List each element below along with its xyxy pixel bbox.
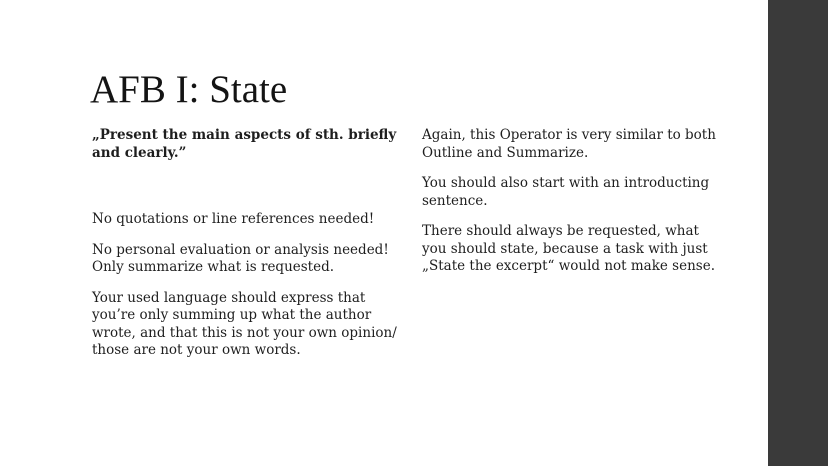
side-panel [768, 0, 828, 466]
left-paragraph-2: No personal evaluation or analysis needed! Only summarize what is requested. [92, 241, 389, 275]
definition-quote: „Present the main aspects of sth. briefly and clearly.” [92, 127, 397, 161]
left-paragraph-1: No quotations or line references needed! [92, 211, 375, 227]
right-paragraph-1: Again, this Operator is very similar to both Outline and Summarize. [422, 127, 716, 161]
left-column [92, 127, 397, 373]
right-paragraph-2: You should also start with an introducting sentence. [422, 175, 710, 209]
right-column [422, 127, 722, 289]
right-paragraph-3: There should always be requested, what you should state, because a task with just „State the excerpt“ would not make sense. [422, 223, 715, 274]
slide-title: AFB I: State [90, 68, 288, 111]
left-paragraph-3: Your used language should express that you’re only summing up what the author wrote, and that this is not your own opinion/ those are not your own words. [92, 289, 397, 358]
